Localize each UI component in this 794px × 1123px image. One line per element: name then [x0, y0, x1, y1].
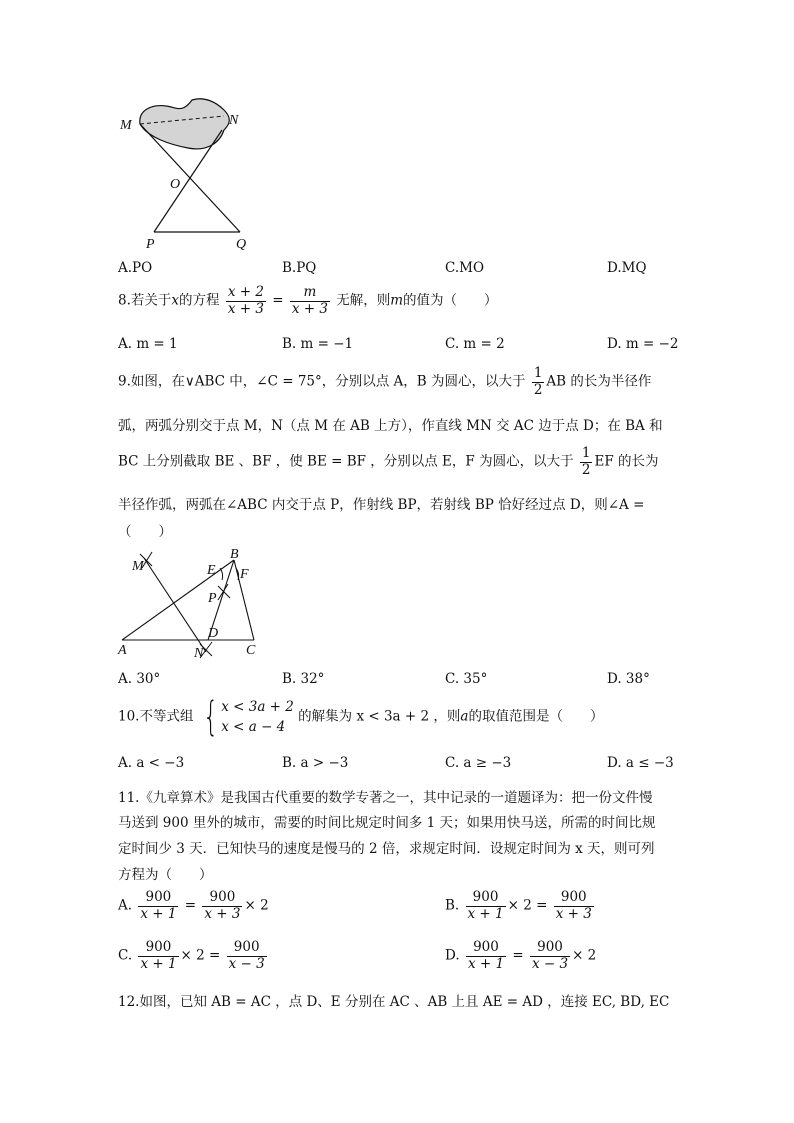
fig9-label-C: C [246, 643, 256, 658]
figure-q7 [112, 96, 272, 256]
q7-option-a[interactable]: A.PO [118, 260, 153, 276]
q9-line-4: 半径作弧，两弧在∠ABC 内交于点 P，作射线 BP，若射线 BP 恰好经过点 D，则∠A = [118, 497, 645, 513]
label-M: M [120, 118, 132, 133]
label-O: O [170, 177, 181, 192]
q11-option-b[interactable]: B. $\frac{900}{x + 1}$ × 2 = $\frac{900}{x + 3}$ [445, 889, 592, 922]
line-mn [144, 558, 206, 652]
q9-option-d[interactable]: D. 38° [607, 671, 650, 687]
q9-option-c[interactable]: C. 35° [445, 671, 488, 687]
q7-option-c[interactable]: C.MO [445, 260, 485, 276]
q11-option-a[interactable]: A. $\frac{900}{x + 1}$ = $\frac{900}{x + 3}$ × 2 [118, 889, 269, 922]
shaded-region [140, 99, 229, 149]
label-P: P [146, 237, 155, 252]
q11-line-1: 11.《九章算术》是我国古代重要的数学专著之一，其中记录的一道题译为：把一份文件慢 [118, 790, 653, 806]
fig9-label-A: A [118, 643, 127, 658]
q8-option-d[interactable]: D. m = −2 [607, 336, 679, 352]
q9-option-a[interactable]: A. 30° [118, 671, 161, 687]
q7-option-d[interactable]: D.MQ [607, 260, 647, 276]
q7-option-b[interactable]: B.PQ [282, 260, 317, 276]
q10-option-b[interactable]: B. a > −3 [282, 755, 349, 771]
fig9-label-E: E [207, 563, 216, 578]
q9-line-3: BC 上分别截取 BE 、BF ，使 BE = BF ，分别以点 E，F 为圆心，以大于 $\frac{1}{2}$ EF 的长为 [118, 445, 659, 478]
q11-line-4: 方程为（ ） [118, 867, 213, 883]
fig9-label-B: B [230, 547, 239, 562]
q9-line-1: 9.如图，在∨ABC 中，∠C = 75°，分别以点 A，B 为圆心，以大于 $\frac{1}{2}$ AB 的长为半径作 [118, 365, 652, 398]
q9-line-2: 弧，两弧分别交于点 M，N（点 M 在 AB 上方），作直线 MN 交 AC 边于点 D；在 BA 和 [118, 418, 663, 434]
figure-q9 [112, 544, 282, 662]
q8-option-b[interactable]: B. m = −1 [282, 336, 354, 352]
q12-line-1: 12.如图，已知 AB = AC ，点 D、E 分别在 AC 、AB 上且 AE = AD ，连接 EC, BD, EC [118, 994, 670, 1010]
q8-option-c[interactable]: C. m = 2 [445, 336, 505, 352]
q10-option-d[interactable]: D. a ≤ −3 [607, 755, 674, 771]
q9-line-5: （ ） [118, 524, 172, 540]
q10-option-a[interactable]: A. a < −3 [118, 755, 185, 771]
fig9-label-P: P [208, 591, 217, 606]
q10-stem: 10.不等式组 { x < 3a + 2 x < a − 4 的解集为 x < 3a + 2 ，则a的取值范围是（ ） [118, 694, 604, 740]
arc-p [218, 584, 230, 600]
label-N: N [229, 113, 239, 128]
label-Q: Q [236, 237, 247, 252]
q10-option-c[interactable]: C. a ≥ −3 [445, 755, 512, 771]
fig9-label-D: D [208, 626, 219, 641]
q11-option-c[interactable]: C. $\frac{900}{x + 1}$ × 2 = $\frac{900}{x - 3}$ [118, 939, 265, 972]
q9-option-b[interactable]: B. 32° [282, 671, 325, 687]
q11-line-2: 马送到 900 里外的城市，需要的时间比规定时间多 1 天；如果用快马送，所需的时间比规 [118, 815, 656, 831]
fig9-label-M: M [132, 559, 144, 574]
q11-option-d[interactable]: D. $\frac{900}{x + 1}$ = $\frac{900}{x - 3}$ × 2 [445, 939, 597, 972]
q8-stem: 8.若关于x的方程 $\frac{x + 2}{x + 3}$ = $\frac{m}{x + 3}$ 无解，则m的值为（ ） [118, 284, 498, 317]
fig9-label-F: F [240, 567, 249, 582]
q8-option-a[interactable]: A. m = 1 [118, 336, 178, 352]
inequality-system: { x < 3a + 2 x < a − 4 [202, 694, 294, 740]
fig9-label-N: N [194, 646, 204, 661]
q11-line-3: 定时间少 3 天．已知快马的速度是慢马的 2 倍，求规定时间．设规定时间为 x 天，则可列 [118, 841, 655, 857]
